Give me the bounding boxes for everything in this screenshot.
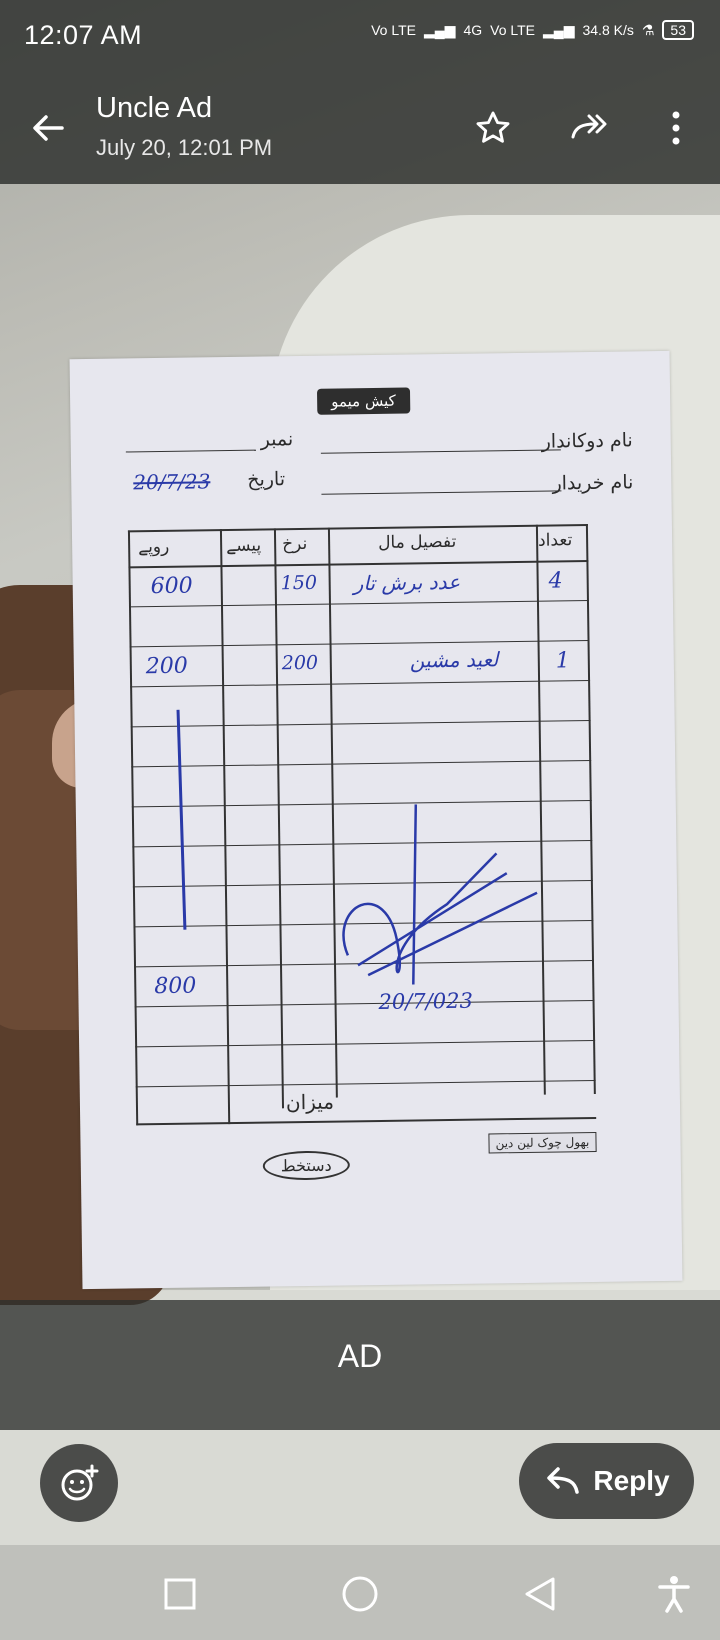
signature-label: دستخط xyxy=(263,1150,350,1180)
col-qty: تعداد xyxy=(537,530,573,551)
star-icon xyxy=(474,109,512,147)
memo-title: کیش میمو xyxy=(317,387,410,414)
sender-name: Uncle Ad xyxy=(96,92,213,124)
total-label: میزان xyxy=(285,1089,335,1115)
row1-item: عدد برش تار xyxy=(353,569,461,596)
buyer-line xyxy=(321,490,561,494)
row1-rate: 150 xyxy=(280,571,318,595)
sign-date: 20/7/023 xyxy=(378,988,474,1014)
total-rupees: 800 xyxy=(154,973,197,1000)
image-caption: AD xyxy=(337,1338,383,1374)
back-nav-button[interactable] xyxy=(518,1572,562,1616)
row2-rate: 200 xyxy=(281,651,319,675)
cash-memo-receipt xyxy=(70,351,683,1289)
row1-rupees: 600 xyxy=(150,573,193,600)
back-button[interactable] xyxy=(28,108,68,148)
forward-button[interactable] xyxy=(568,105,614,151)
add-emoji-icon xyxy=(59,1463,99,1503)
reply-icon xyxy=(543,1466,579,1496)
col-details: تفصیل مال xyxy=(377,531,457,553)
home-button[interactable] xyxy=(338,1572,382,1616)
network-indicator-3: Vo LTE xyxy=(490,22,536,38)
network-indicator-1: Vo LTE xyxy=(371,22,416,38)
network-indicator-2: 4G xyxy=(463,22,483,38)
arrow-left-icon xyxy=(28,108,68,148)
star-button[interactable] xyxy=(470,105,516,151)
reaction-button[interactable] xyxy=(40,1444,118,1522)
reply-button[interactable] xyxy=(519,1443,694,1519)
col-rate: نرخ xyxy=(282,533,308,555)
square-icon xyxy=(163,1577,197,1611)
reply-label: Reply xyxy=(593,1465,670,1496)
signal-icon-2: ▂▄▆ xyxy=(543,21,575,38)
row2-item: لعید مشین xyxy=(409,647,499,673)
circle-icon xyxy=(341,1575,379,1613)
alarm-icon: ⚗ xyxy=(641,21,655,38)
col-rupees: روپے xyxy=(138,536,170,558)
accessibility-icon xyxy=(657,1575,691,1613)
status-time: 12:07 AM xyxy=(24,20,143,50)
triangle-back-icon xyxy=(523,1576,557,1612)
accessibility-button[interactable] xyxy=(652,1572,696,1616)
forward-icon xyxy=(569,109,613,147)
recents-button[interactable] xyxy=(158,1572,202,1616)
buyer-label: نام خریدار xyxy=(552,471,634,495)
col-paise: پیسے xyxy=(226,535,262,557)
row2-rupees: 200 xyxy=(145,653,189,680)
message-date: July 20, 12:01 PM xyxy=(96,135,273,160)
more-options-button[interactable] xyxy=(653,105,699,151)
status-icons xyxy=(371,20,694,40)
date-label: تاریخ xyxy=(247,468,286,491)
signal-icon: ▂▄▆ xyxy=(424,21,456,38)
more-vert-icon xyxy=(671,110,681,146)
shopkeeper-line xyxy=(321,449,561,453)
number-label: نمبر xyxy=(260,428,294,451)
number-line xyxy=(126,450,256,453)
shopkeeper-label: نام دوکاندار xyxy=(541,429,633,453)
battery-icon: 53 xyxy=(662,20,694,40)
row2-qty: 1 xyxy=(555,648,570,674)
row1-qty: 4 xyxy=(548,568,563,594)
date-value: 20/7/23 xyxy=(133,469,211,495)
ditto-stroke xyxy=(177,710,187,930)
footer-note: بھول چوک لین دین xyxy=(488,1132,596,1154)
data-speed: 34.8 K/s xyxy=(582,22,634,38)
